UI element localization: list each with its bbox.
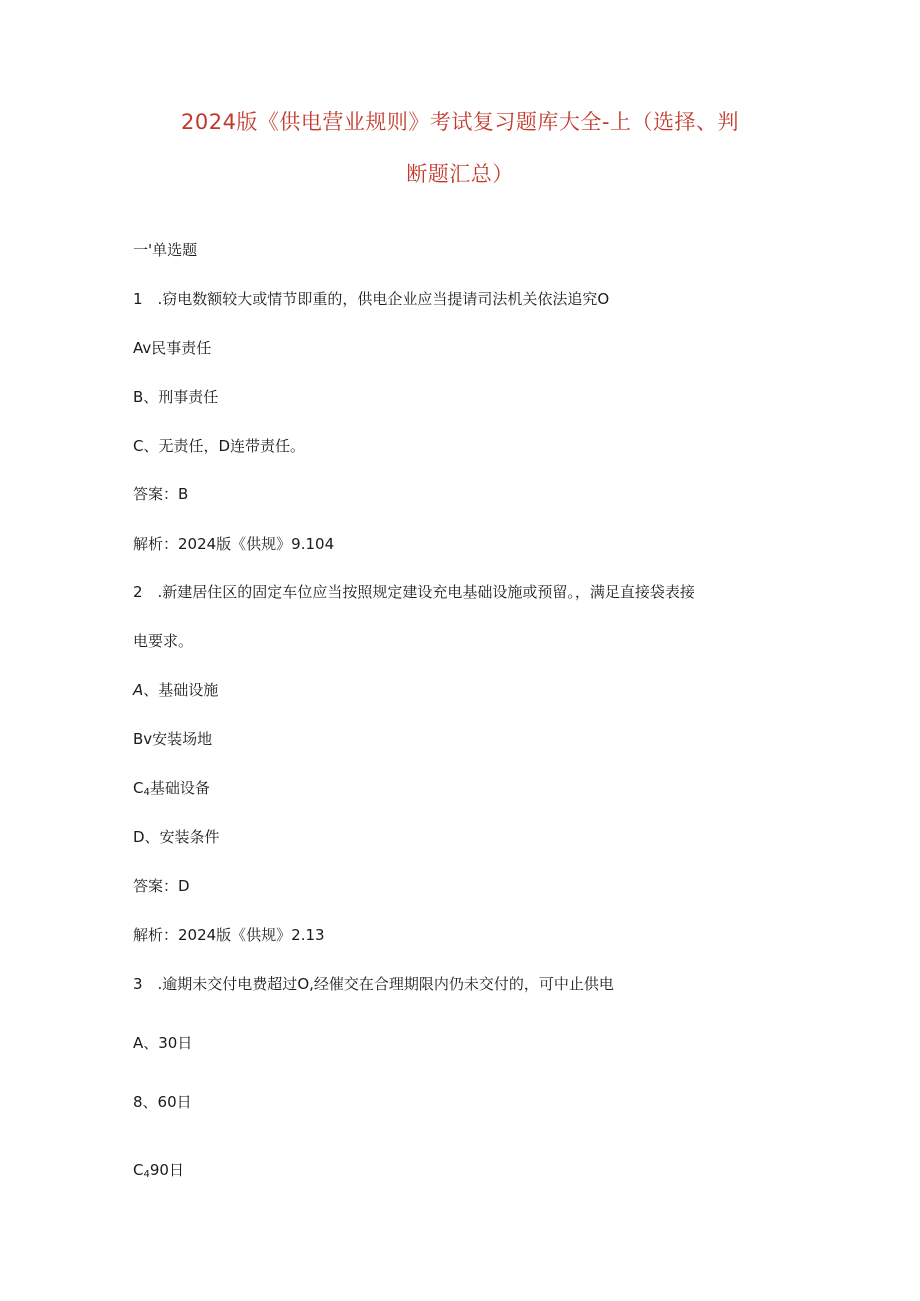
question-2-option-b: Bv安装场地 [133, 730, 213, 748]
title-line-2: 断题汇总） [406, 162, 514, 186]
question-1-option-b: B、刑事责任 [133, 388, 219, 406]
question-1-stem: 1 .窃电数额较大或情节即重的，供电企业应当提请司法机关依法追究O [133, 290, 610, 308]
question-2-stem-line-1: 2 .新建居住区的固定车位应当按照规定建设充电基础设施或预留。，满足直接袋表接 [133, 583, 695, 601]
question-1-analysis: 解析：2024版《供规》9.104 [133, 535, 335, 553]
question-2-option-a [133, 680, 218, 700]
question-3-stem: 3 .逾期未交付电费超过O,经催交在合理期限内仍未交付的，可中止供电 [133, 975, 614, 993]
document-title [130, 96, 790, 200]
option-c-subscript: 4 [143, 1169, 150, 1180]
question-3-option-c [133, 1160, 184, 1185]
option-c-subscript: 4 [143, 787, 150, 798]
option-c-text: 90日 [149, 1161, 184, 1179]
option-a-letter: A [133, 681, 144, 699]
option-a-text: 、基础设施 [143, 681, 219, 699]
option-c-letter: C [133, 1161, 144, 1179]
question-1-option-a: Av民事责任 [133, 339, 212, 357]
section-heading: 一'单选题 [133, 241, 198, 259]
question-1-option-cd: C、无责任，D连带责任。 [133, 437, 306, 455]
option-c-text: 基础设备 [149, 779, 210, 797]
title-line-1: 2024版《供电营业规则》考试复习题库大全-上（选择、判 [180, 110, 740, 134]
question-2-option-c [133, 778, 210, 803]
question-2-analysis: 解析：2024版《供规》2.13 [133, 926, 325, 944]
question-2-option-d: D、安装条件 [133, 828, 220, 846]
question-3-option-a: A、30日 [133, 1034, 193, 1052]
question-1-answer: 答案：B [133, 485, 189, 503]
question-2-stem-line-2: 电要求。 [133, 632, 194, 650]
option-c-letter: C [133, 779, 144, 797]
question-3-option-b: 8、60日 [133, 1093, 192, 1111]
question-2-answer: 答案：D [133, 877, 190, 895]
